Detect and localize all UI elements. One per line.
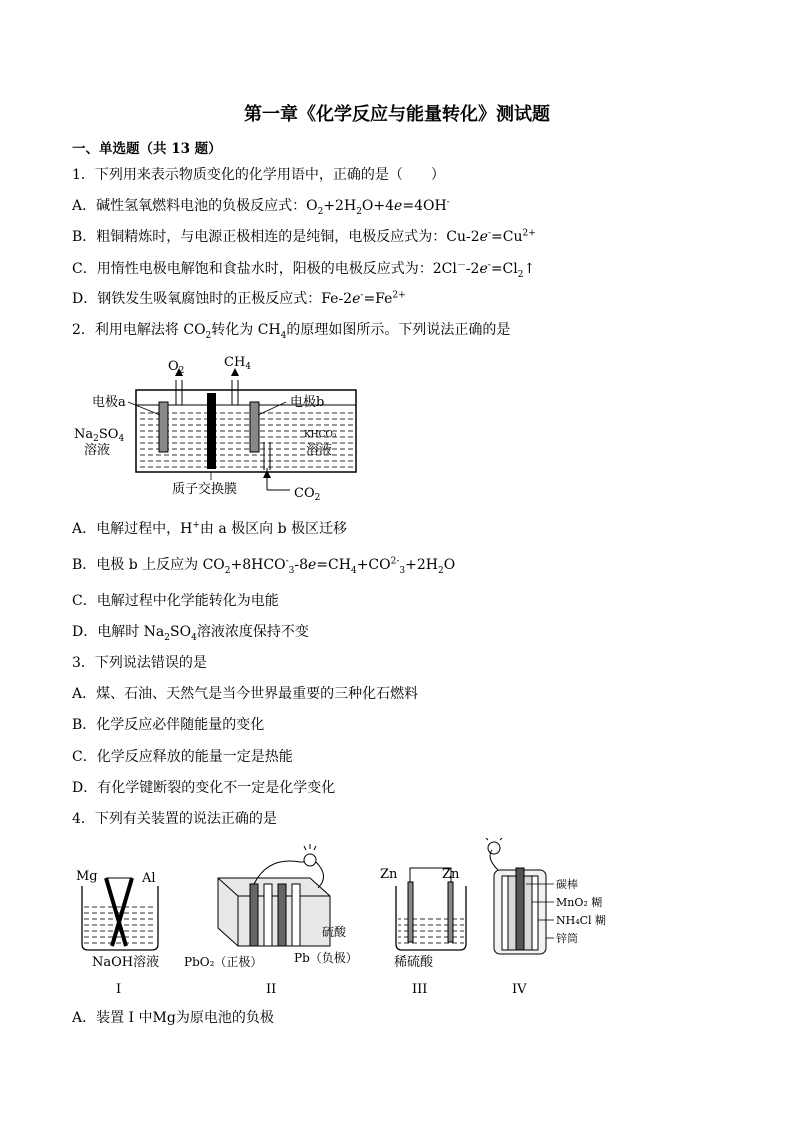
- svg-text:MnO₂ 糊: MnO₂ 糊: [556, 896, 603, 909]
- q3-option-d: D．有化学键断裂的变化不一定是化学变化: [72, 780, 336, 796]
- q3-option-b: B．化学反应必伴随能量的变化: [72, 717, 265, 733]
- solution-right-label: 溶液: [306, 443, 333, 458]
- svg-text:I: I: [116, 982, 122, 997]
- page-title: 第一章《化学反应与能量转化》测试题: [244, 104, 550, 125]
- proton-exchange-membrane: [207, 393, 216, 469]
- o2-label: $O_2$: [168, 359, 185, 376]
- svg-text:碳棒: 碳棒: [556, 878, 578, 891]
- section-heading: 一、单选题（共 13 题）: [72, 141, 222, 157]
- q3-option-c: C．化学反应释放的能量一定是热能: [72, 749, 293, 765]
- q3-option-a: A．煤、石油、天然气是当今世界最重要的三种化石燃料: [72, 686, 419, 702]
- question-4-stem: 4．下列有关装置的说法正确的是: [72, 811, 277, 827]
- q2-option-b: B．电极 b 上反应为 $CO_2+8HCO^-_3-8e=CH_4+CO^{2-}_3+2H_2O$: [72, 556, 456, 576]
- electrode-a: [159, 402, 168, 452]
- q1-option-a: A．碱性氢氧燃料电池的负极反应式：$O_2+2H_2O+4e=4OH^-$: [72, 197, 450, 217]
- q4-option-a: A．装置 I 中Mg为原电池的负极: [72, 1010, 274, 1026]
- electrode-b: [250, 402, 259, 452]
- svg-text:NaOH溶液: NaOH溶液: [92, 955, 160, 970]
- svg-text:PbO₂（正极）: PbO₂（正极）: [184, 955, 263, 969]
- svg-text:NH₄Cl 糊: NH₄Cl 糊: [556, 914, 607, 927]
- q1-option-b: B．粗铜精炼时，与电源正极相连的是纯铜，电极反应式为：$Cu-2e^-=Cu^{2+}$: [72, 228, 536, 245]
- device-ii: [184, 844, 358, 997]
- svg-text:锌筒: 锌筒: [556, 932, 578, 945]
- q2-option-c: C．电解过程中化学能转化为电能: [72, 593, 279, 609]
- svg-text:稀硫酸: 稀硫酸: [394, 955, 434, 970]
- question-3-stem: 3．下列说法错误的是: [72, 655, 207, 671]
- q1-option-d: D．钢铁发生吸氧腐蚀时的正极反应式：$Fe-2e^-=Fe^{2+}$: [72, 290, 406, 307]
- svg-text:Mg: Mg: [76, 869, 98, 884]
- device-iii: [380, 867, 466, 997]
- khco3-label: KHCO₃: [304, 430, 337, 440]
- svg-text:IV: IV: [512, 982, 527, 997]
- electrolysis-diagram: [68, 350, 368, 505]
- solution-left-label: 溶液: [84, 443, 111, 458]
- svg-text:II: II: [266, 982, 277, 997]
- svg-text:硫酸: 硫酸: [322, 925, 347, 939]
- co2-label: $CO_2$: [294, 486, 321, 503]
- membrane-label: 质子交换膜: [172, 482, 238, 497]
- ch4-label: $CH_4$: [224, 355, 252, 372]
- question-1-stem: 1．下列用来表示物质变化的化学用语中，正确的是（ ）: [72, 167, 445, 183]
- question-2-stem: 2．利用电解法将 $CO_2$转化为 $CH_4$的原理如图所示。下列说法正确的是: [72, 322, 511, 341]
- na2so4-label: $Na_2SO_4$: [74, 427, 125, 444]
- q2-option-a: A．电解过程中，H+由 a 极区向 b 极区迁移: [72, 520, 347, 537]
- electrode-a-label: 电极a: [92, 395, 126, 410]
- svg-text:Pb（负极）: Pb（负极）: [294, 951, 358, 965]
- electrode-b-label: 电极b: [290, 395, 325, 410]
- battery-devices-diagram: [68, 838, 628, 1000]
- svg-text:Zn: Zn: [380, 867, 398, 882]
- svg-text:Al: Al: [142, 871, 156, 886]
- q2-option-d: D．电解时 $Na_2SO_4$溶液浓度保持不变: [72, 624, 309, 643]
- svg-text:Zn: Zn: [442, 867, 460, 882]
- device-i: [76, 869, 159, 997]
- svg-text:III: III: [412, 982, 428, 997]
- device-iv: [486, 838, 606, 997]
- q1-option-c: C．用惰性电极电解饱和食盐水时，阳极的电极反应式为：$2Cl^--2e^-=Cl_2↑$: [72, 260, 536, 280]
